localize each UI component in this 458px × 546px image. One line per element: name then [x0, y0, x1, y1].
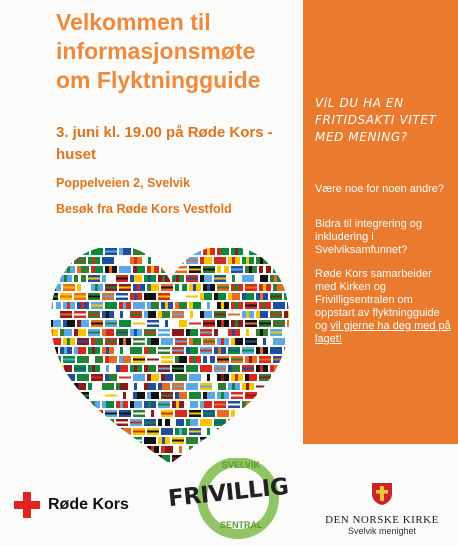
den-norske-kirke-logo: [312, 480, 452, 536]
panel-text-3: [315, 268, 455, 346]
kirke-name: DEN NORSKE KIRKE: [325, 514, 439, 526]
panel-question: ViL DU HA EN FRITIDSAKTI VITET MED MENING?: [315, 96, 437, 144]
event-address: Poppelveien 2, Svelvik: [56, 176, 191, 190]
event-date-time: 3. juni kl. 19.00 på Røde Kors - huset: [56, 124, 273, 163]
frivillig-top-text: SVELVIK: [222, 460, 260, 470]
rode-kors-logo-text: Røde Kors: [48, 496, 129, 513]
event-visit: Besøk fra Røde Kors Vestfold: [56, 202, 232, 216]
frivillig-word: FRIVILLIG: [166, 473, 290, 513]
kirke-subtitle: Svelvik menighet: [347, 526, 417, 536]
heart-of-flags-image: [45, 238, 295, 466]
frivillig-sentral-logo: [166, 458, 290, 546]
church-crest-icon: [369, 480, 395, 506]
panel-text-2: Bidra til integrering og inkludering i Svelviksamfunnet?: [315, 218, 423, 256]
rode-kors-logo: [14, 492, 129, 518]
panel-text-3b: vil gjerne ha deg med på laget!: [315, 320, 451, 345]
panel-text-3a: Røde Kors samarbeider med Kirken og Frivilligsentralen om oppstart av flyktningguide og: [315, 268, 440, 332]
frivillig-bottom-text: SENTRAL: [220, 520, 263, 530]
red-cross-icon: [14, 492, 40, 518]
panel-text-1: Være noe for noen andre?: [315, 183, 445, 195]
poster-title: Velkommen til informasjonsmøte om Flyktningguide: [56, 9, 261, 93]
